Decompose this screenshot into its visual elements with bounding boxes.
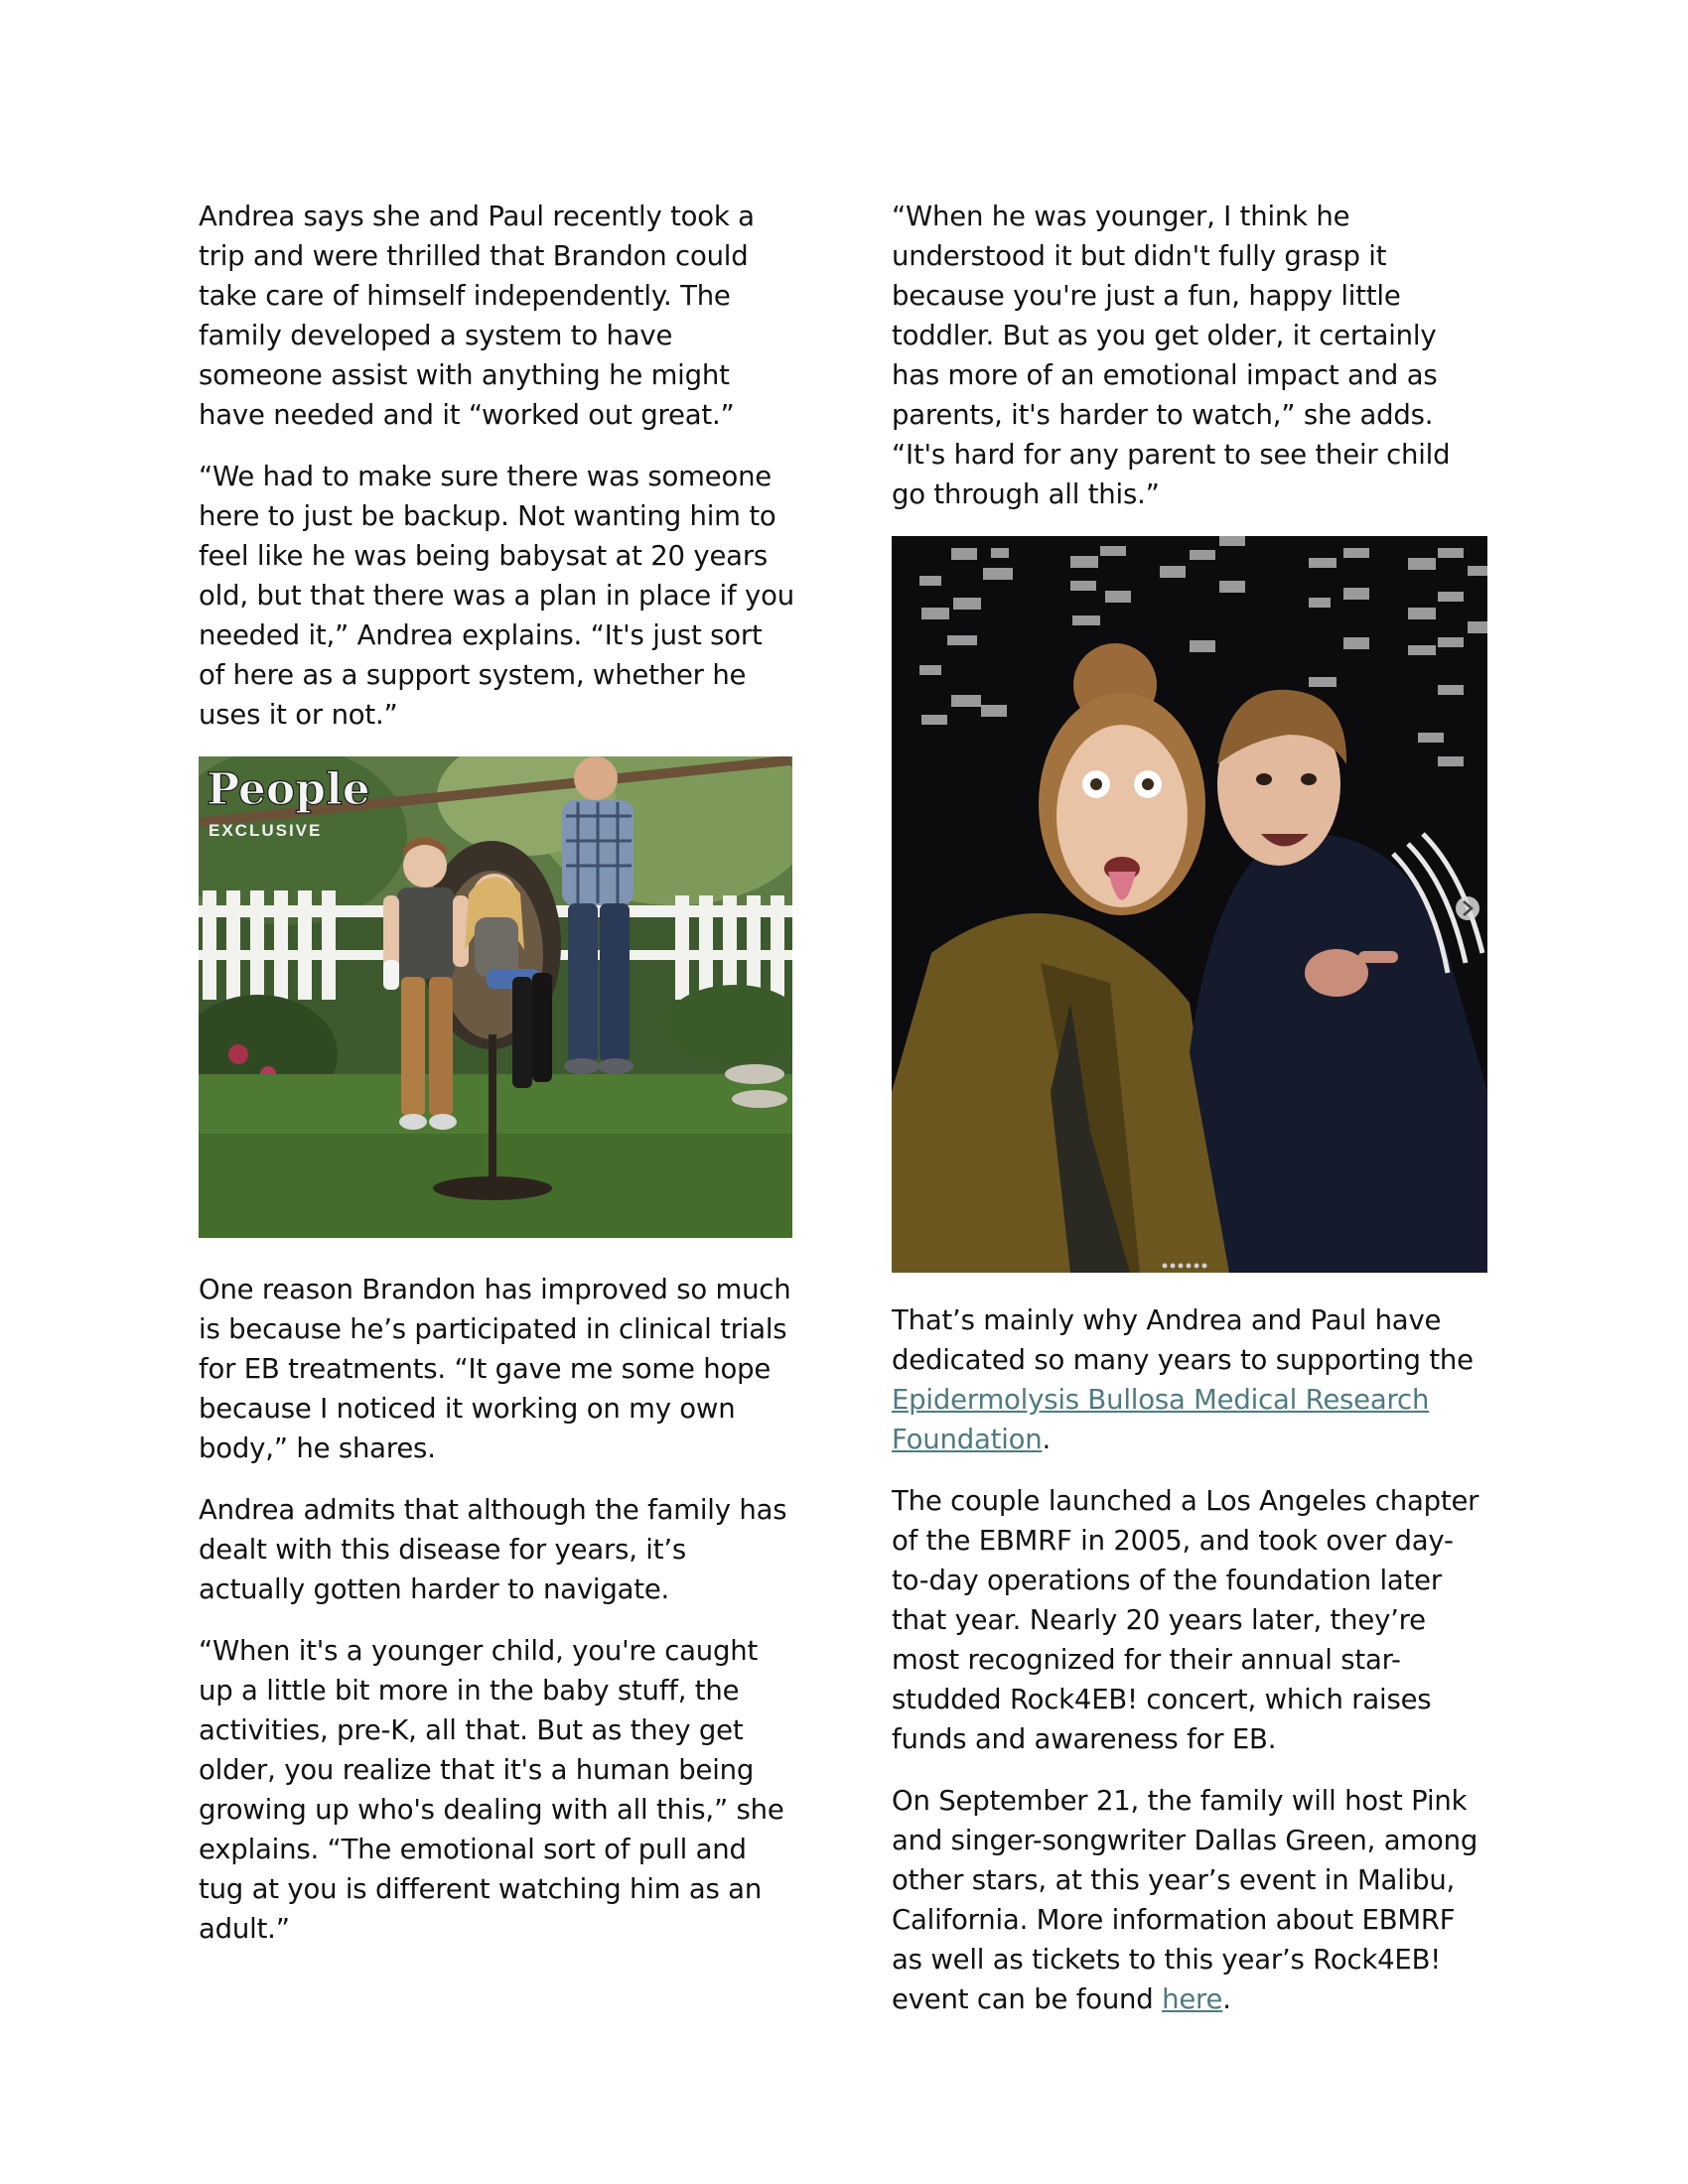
paragraph-foundation [892,1300,1487,1459]
event-text-end: . [1222,1983,1231,2015]
paragraph-toddler-quote: “When he was younger, I think he understood it but didn't fully grasp it because you're just a fun, happy little toddler. But as you get older, it certainly has more of an emotional impact and as parents, it's harder to watch,” she adds. “It's hard for any parent to see their child go through all this.” [892,201,1451,510]
family-photo [199,756,792,1238]
foundation-text: That’s mainly why Andrea and Paul have dedicated so many years to supporting the [892,1304,1474,1376]
paragraph-harder: Andrea admits that although the family has dealt with this disease for years, it’s actually gotten harder to navigate. [199,1494,787,1605]
ebmrf-link[interactable]: Epidermolysis Bullosa Medical Research Foundation [892,1384,1430,1455]
event-text: On September 21, the family will host Pink and singer-songwriter Dallas Green, among other stars, at this year’s event in Malibu, California. More information about EBMRF as well as tickets to this year’s Rock4EB! event can be found [892,1785,1478,2015]
left-column [199,197,794,1971]
paragraph-september-event [892,1781,1487,2019]
people-logo: People [207,764,370,815]
right-column [892,197,1487,2041]
paragraph-trip: Andrea says she and Paul recently took a trip and were thrilled that Brandon could take care of himself independently. The family developed a system to have someone assist with anything he might have needed and it “worked out great.” [199,201,755,431]
event-photo [892,536,1487,1273]
exclusive-badge: EXCLUSIVE [209,821,323,840]
tickets-here-link[interactable]: here [1162,1983,1223,2015]
foundation-text-end: . [1042,1424,1052,1455]
paragraph-backup-quote: “We had to make sure there was someone here to just be backup. Not wanting him to feel like he was being babysat at 20 years old, but that there was a plan in place if you needed it,” Andrea explains. “It's just sort of here as a support system, whether he uses it or not.” [199,461,794,731]
paragraph-clinical-trials: One reason Brandon has improved so much is because he’s participated in clinical trials for EB treatments. “It gave me some hope because I noticed it working on my own body,” he shares. [199,1274,791,1464]
paragraph-younger-child: “When it's a younger child, you're caught up a little bit more in the baby stuff, the activities, pre-K, all that. But as they get older, you realize that it's a human being growing up who's dealing with all this,” she explains. “The emotional sort of pull and tug at you is different watching him as an adult.” [199,1635,784,1945]
paragraph-la-chapter: The couple launched a Los Angeles chapter of the EBMRF in 2005, and took over day-to-day operations of the foundation later that year. Nearly 20 years later, they’re most recognized for their annual star-studded Rock4EB! concert, which raises funds and awareness for EB. [892,1485,1479,1755]
